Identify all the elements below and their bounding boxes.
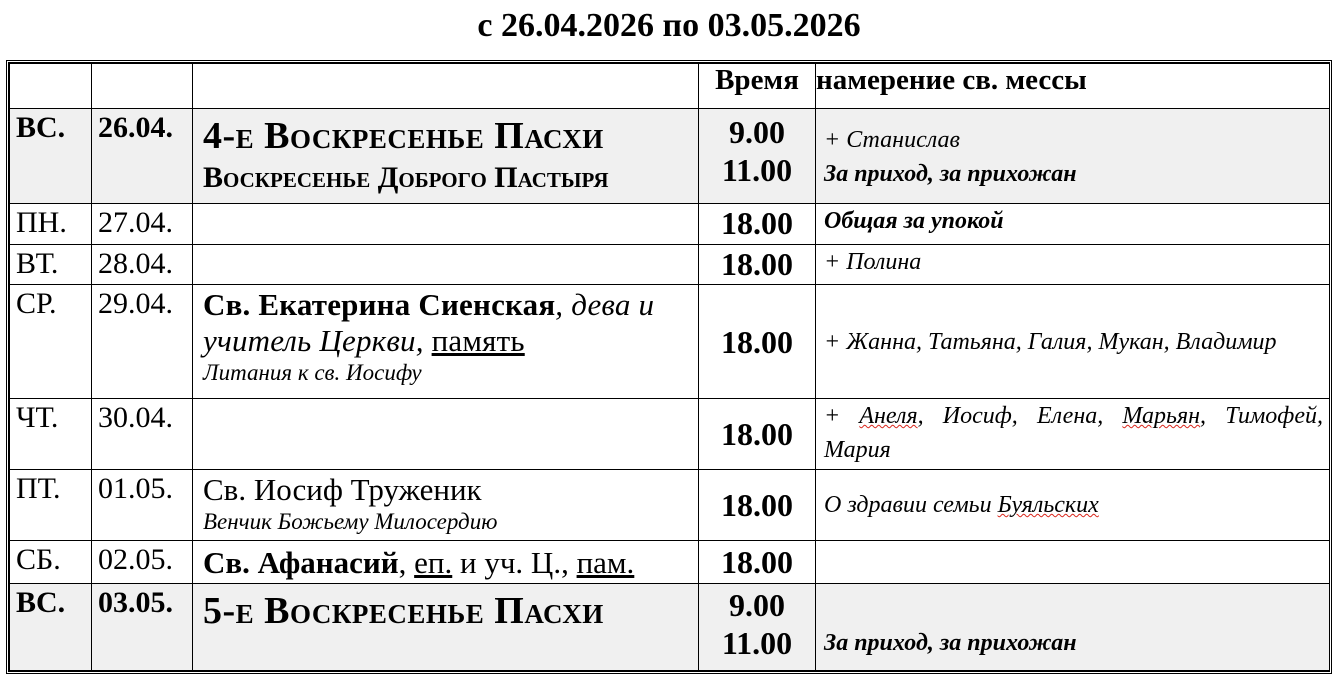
feast-note: Венчик Божьему Милосердию [203, 508, 498, 534]
feast-title: 4-е Воскресенье Пасхи [203, 114, 604, 157]
spellcheck-word: Буяльских [997, 491, 1099, 518]
intention-cell [816, 285, 1330, 399]
day-cell: ПН. [16, 206, 67, 240]
time-cell [699, 583, 816, 670]
feast-abbrev: еп. [414, 545, 453, 581]
mass-time: 18.00 [721, 205, 793, 242]
mass-time: 18.00 [721, 544, 793, 581]
time-cell [699, 285, 816, 399]
table-row [10, 583, 1330, 670]
intention-cell [816, 204, 1330, 245]
time-cell [699, 469, 816, 540]
mass-time: 18.00 [721, 323, 793, 360]
feast-cell [193, 244, 699, 285]
header-time: Время [699, 64, 816, 109]
header-intention: намерение св. мессы [816, 64, 1330, 109]
mass-time: 11.00 [721, 151, 793, 188]
table-row [10, 541, 1330, 584]
intention-text: Общая за упокой [824, 208, 1004, 235]
date-cell: 03.05. [98, 585, 173, 619]
day-cell: ВТ. [16, 246, 59, 280]
header-date [92, 64, 193, 109]
mass-time: 18.00 [721, 486, 793, 523]
intention-cell [816, 583, 1330, 670]
day-cell: ВС. [16, 110, 66, 144]
intention-cell [816, 244, 1330, 285]
date-cell: 27.04. [98, 206, 173, 240]
feast-rank: память [431, 323, 525, 359]
feast-title: 5-е Воскресенье Пасхи [203, 589, 604, 632]
day-cell: ЧТ. [16, 400, 59, 434]
day-cell: ПТ. [16, 471, 61, 505]
feast-cell [193, 583, 699, 670]
table-row [10, 285, 1330, 399]
table-row [10, 244, 1330, 285]
feast-name: Св. Екатерина Сиенская [203, 287, 556, 323]
date-cell: 30.04. [98, 400, 173, 434]
table-row [10, 204, 1330, 245]
mass-time: 9.00 [729, 113, 785, 150]
date-cell: 26.04. [98, 110, 173, 144]
feast-cell: Св. Афанасий, еп. и уч. Ц., пам. [193, 541, 699, 584]
intention-text: За приход, за прихожан [824, 160, 1077, 187]
time-cell [699, 108, 816, 203]
intention-text: О здравии семьи Буяльских [824, 491, 1099, 518]
day-cell: СР. [16, 287, 57, 321]
intention-cell [816, 108, 1330, 203]
header-day [10, 64, 92, 109]
time-cell [699, 398, 816, 469]
feast-cell [193, 108, 699, 203]
feast-cell [193, 204, 699, 245]
spellcheck-word: Марьян [1122, 402, 1201, 429]
time-cell [699, 244, 816, 285]
day-cell: СБ. [16, 543, 61, 577]
date-cell: 28.04. [98, 246, 173, 280]
intention-text: + Полина [824, 248, 922, 275]
mass-time: 18.00 [721, 245, 793, 282]
date-cell: 29.04. [98, 287, 173, 321]
header-feast [193, 64, 699, 109]
page-title: с 26.04.2026 по 03.05.2026 [477, 7, 861, 44]
feast-cell [193, 285, 699, 399]
intention-cell [816, 398, 1330, 469]
mass-time: 11.00 [721, 624, 793, 661]
schedule-table [9, 63, 1330, 671]
intention-cell [816, 469, 1330, 540]
table-row [10, 108, 1330, 203]
mass-time: 18.00 [721, 415, 793, 452]
spellcheck-word: Анеля [859, 402, 918, 429]
time-cell [699, 541, 816, 584]
table-row [10, 398, 1330, 469]
header-row [10, 64, 1330, 109]
intention-text: За приход, за прихожан [824, 630, 1077, 656]
feast-rank: пам. [576, 545, 635, 581]
mass-time: 9.00 [729, 586, 785, 623]
feast-description: , дева и учитель Церкви, [203, 287, 655, 359]
table-row [10, 469, 1330, 540]
day-cell: ВС. [16, 585, 66, 619]
intention-cell [816, 541, 1330, 584]
intention-text: + Анеля, Иосиф, Елена, Марьян, Тимофей, Мария [824, 402, 1323, 463]
intention-text: + Жанна, Татьяна, Галия, Мукан, Владимир [824, 328, 1277, 355]
feast-note: Литания к св. Иосифу [203, 360, 422, 386]
feast-cell [193, 469, 699, 540]
feast-subtitle: Воскресенье Доброго Пастыря [203, 160, 609, 194]
feast-name: Св. Афанасий [203, 545, 399, 581]
date-cell: 02.05. [98, 543, 173, 577]
feast-cell [193, 398, 699, 469]
intention-text: + Станислав [824, 126, 960, 153]
date-cell: 01.05. [98, 471, 173, 505]
feast-name: Св. Иосиф Труженик [203, 471, 482, 507]
time-cell [699, 204, 816, 245]
